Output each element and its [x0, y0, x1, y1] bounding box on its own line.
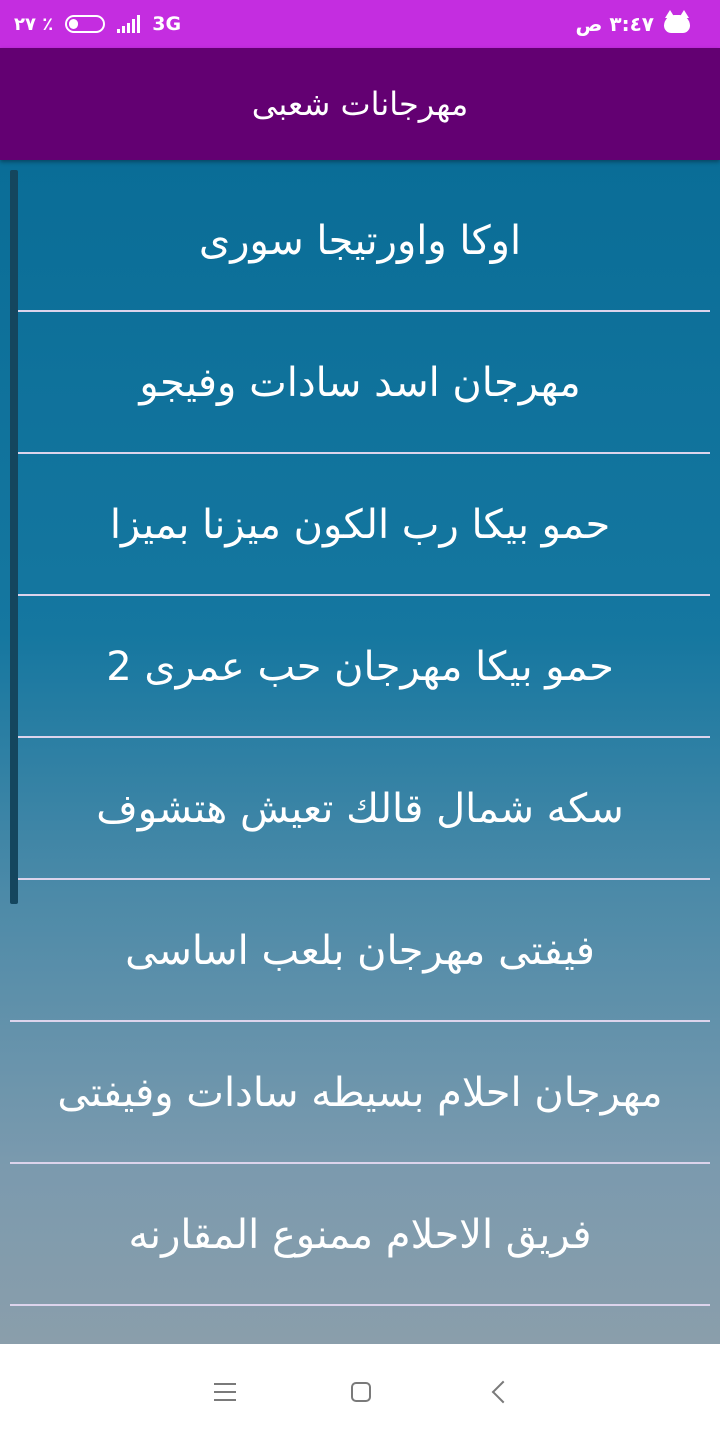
song-title: سكه شمال قالك تعيش هتشوف [96, 786, 624, 832]
song-list-container[interactable] [0, 160, 720, 1344]
signal-icon [117, 15, 140, 33]
song-list-item[interactable] [0, 312, 720, 454]
cat-notification-icon [664, 15, 690, 33]
song-title: فريق الاحلام ممنوع المقارنه [128, 1212, 592, 1258]
back-icon [492, 1381, 515, 1404]
status-time: ٣:٤٧ ص [575, 12, 654, 36]
status-right-group [576, 0, 691, 48]
song-list-item[interactable] [0, 1164, 720, 1306]
song-title: اوكا واورتيجا سورى [198, 218, 522, 264]
song-title: مهرجان اسد سادات وفيجو [139, 360, 581, 406]
menu-icon [214, 1383, 236, 1401]
song-title: حمو بيكا مهرجان حب عمرى 2 [106, 644, 614, 690]
home-button[interactable] [337, 1368, 385, 1416]
battery-percent: ٢٧ ٪ [14, 13, 54, 35]
status-bar [0, 0, 720, 48]
song-title: حمو بيكا رب الكون ميزنا بميزا [109, 502, 611, 548]
network-type: 3G [152, 13, 182, 35]
song-list-item[interactable] [0, 738, 720, 880]
home-icon [351, 1382, 371, 1402]
app-bar [0, 48, 720, 160]
song-list-item[interactable] [0, 1022, 720, 1164]
song-title: فيفتى مهرجان بلعب اساسى [125, 928, 595, 974]
song-list-item[interactable] [0, 880, 720, 1022]
scrollbar[interactable] [10, 170, 18, 904]
song-title: مهرجان احلام بسيطه سادات وفيفتى [57, 1070, 663, 1116]
back-button[interactable] [475, 1368, 523, 1416]
song-list-item[interactable] [0, 454, 720, 596]
song-list-item[interactable] [0, 170, 720, 312]
navigation-bar [0, 1344, 720, 1440]
song-list [0, 170, 720, 1306]
battery-icon [65, 15, 105, 33]
status-left-group [14, 0, 181, 48]
app-title: مهرجانات شعبى [251, 85, 469, 123]
song-list-item[interactable] [0, 596, 720, 738]
recents-button[interactable] [201, 1368, 249, 1416]
